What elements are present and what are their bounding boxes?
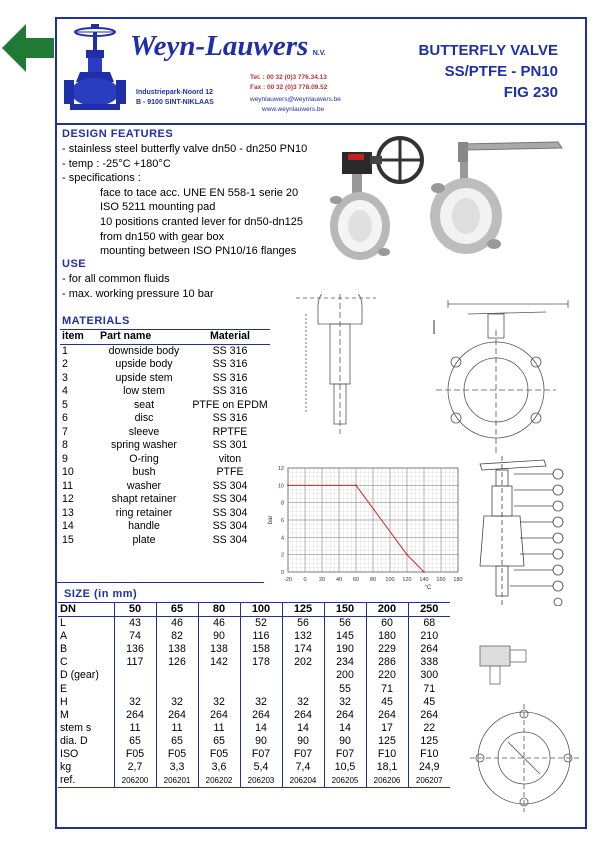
size-table bbox=[58, 602, 450, 788]
part-name: shapt retainer bbox=[111, 493, 177, 505]
size-cell: 71 bbox=[366, 683, 408, 696]
spec-line: ISO 5211 mounting pad bbox=[100, 201, 216, 214]
size-cell: 136 bbox=[114, 643, 156, 656]
size-cell: 178 bbox=[240, 656, 282, 669]
size-cell bbox=[240, 669, 282, 682]
size-cell: 56 bbox=[282, 617, 324, 631]
size-cell: 116 bbox=[240, 630, 282, 643]
part-name: upside stem bbox=[115, 371, 173, 384]
size-row bbox=[58, 748, 450, 761]
size-cell: 180 bbox=[366, 630, 408, 643]
size-cell: 22 bbox=[408, 722, 450, 735]
technical-drawing-side bbox=[296, 294, 376, 434]
spec-line: face to tace acc. UNE EN 558-1 serie 20 bbox=[100, 186, 299, 199]
materials-row bbox=[60, 344, 270, 358]
size-cell: 71 bbox=[408, 683, 450, 696]
part-name: disc bbox=[134, 412, 154, 424]
size-cell: 32 bbox=[282, 696, 324, 709]
size-row bbox=[58, 735, 450, 748]
x-tick-label: 120 bbox=[402, 577, 412, 583]
item-number: 3 bbox=[62, 371, 68, 384]
size-cell: 7,4 bbox=[282, 761, 324, 774]
item-number: 14 bbox=[62, 520, 74, 532]
size-cell: 264 bbox=[156, 709, 198, 722]
fax: Fax : 00 32 (0)3 778.09.52 bbox=[250, 84, 328, 91]
size-row bbox=[58, 669, 450, 682]
size-cell: 210 bbox=[408, 630, 450, 643]
materials-table bbox=[60, 330, 270, 547]
size-cell bbox=[282, 669, 324, 682]
size-cell: 60 bbox=[366, 617, 408, 631]
size-cell: F05 bbox=[114, 748, 156, 761]
x-tick-label: 40 bbox=[335, 577, 343, 583]
product-photo-gearbox bbox=[330, 130, 435, 270]
y-tick-label: 0 bbox=[280, 570, 284, 576]
size-cell: 45 bbox=[366, 696, 408, 709]
gate-valve-logo bbox=[64, 22, 126, 114]
curve-point bbox=[355, 484, 357, 486]
size-cell: 5,4 bbox=[240, 761, 282, 774]
x-tick-label: 140 bbox=[419, 577, 429, 583]
materials-row bbox=[60, 399, 270, 413]
materials-row bbox=[60, 412, 270, 426]
size-cell: F07 bbox=[240, 748, 282, 761]
size-row bbox=[58, 761, 450, 774]
y-axis-label: bar bbox=[268, 515, 274, 525]
size-row bbox=[58, 630, 450, 643]
spec-line: 10 positions cranted lever for dn50-dn125 bbox=[100, 215, 304, 228]
gear-detail-drawing bbox=[476, 640, 536, 690]
size-cell: 43 bbox=[114, 617, 156, 631]
size-header-dn: 65 bbox=[156, 603, 198, 617]
item-number: 4 bbox=[62, 385, 68, 397]
size-cell bbox=[240, 683, 282, 696]
design-heading: DESIGN FEATURES bbox=[62, 128, 174, 140]
back-arrow-button[interactable] bbox=[2, 22, 54, 74]
size-cell: 65 bbox=[156, 735, 198, 748]
size-cell: 11 bbox=[198, 722, 240, 735]
size-row-label: E bbox=[60, 682, 68, 695]
item-number: 1 bbox=[62, 344, 68, 357]
size-cell: 234 bbox=[324, 656, 366, 669]
materials-row bbox=[60, 480, 270, 494]
size-cell: 3,6 bbox=[198, 761, 240, 774]
size-cell: F07 bbox=[282, 748, 324, 761]
size-cell: 264 bbox=[198, 709, 240, 722]
size-cell: 46 bbox=[198, 617, 240, 631]
size-cell: 32 bbox=[198, 696, 240, 709]
pressure-temperature-chart bbox=[266, 462, 474, 592]
back-arrow-icon bbox=[2, 22, 54, 74]
x-axis-label: °C bbox=[424, 585, 432, 591]
technical-drawing-front bbox=[428, 290, 580, 460]
material: SS 316 bbox=[212, 344, 248, 357]
size-cell: 264 bbox=[408, 709, 450, 722]
use-line: - max. working pressure 10 bar bbox=[62, 287, 214, 300]
size-cell bbox=[114, 669, 156, 682]
header-divider bbox=[56, 123, 586, 125]
size-cell: 229 bbox=[366, 643, 408, 656]
size-cell: 56 bbox=[324, 617, 366, 631]
size-cell: 206200 bbox=[114, 774, 156, 788]
size-cell bbox=[156, 669, 198, 682]
size-row bbox=[58, 683, 450, 696]
material: SS 304 bbox=[212, 533, 248, 546]
y-tick-label: 2 bbox=[280, 552, 284, 559]
size-header-dn: 200 bbox=[366, 603, 408, 617]
size-cell: 190 bbox=[324, 643, 366, 656]
x-tick-label: 100 bbox=[385, 577, 395, 583]
exploded-view-drawing bbox=[474, 456, 584, 606]
size-row-label: stem s bbox=[60, 721, 92, 734]
size-cell: 206204 bbox=[282, 774, 324, 788]
size-row-label: M bbox=[60, 708, 69, 721]
size-header-dn: 50 bbox=[114, 603, 156, 617]
address-line-2: B - 9100 SINT-NIKLAAS bbox=[136, 99, 214, 106]
size-header-dn: 250 bbox=[408, 603, 450, 617]
size-row bbox=[58, 722, 450, 735]
materials-row bbox=[60, 534, 270, 548]
size-cell: 3,3 bbox=[156, 761, 198, 774]
material: PTFE on EPDM bbox=[192, 398, 268, 411]
size-cell: 220 bbox=[366, 669, 408, 682]
size-cell: 14 bbox=[282, 722, 324, 735]
size-header-dn: 150 bbox=[324, 603, 366, 617]
material: SS 301 bbox=[212, 439, 248, 451]
size-cell: 174 bbox=[282, 643, 324, 656]
size-row-label: ISO bbox=[60, 748, 79, 761]
item-number: 9 bbox=[62, 452, 68, 465]
materials-row bbox=[60, 493, 270, 507]
materials-row bbox=[60, 358, 270, 372]
material: SS 304 bbox=[212, 520, 248, 532]
item-number: 2 bbox=[62, 358, 68, 370]
size-cell: 17 bbox=[366, 722, 408, 735]
col-material: Material bbox=[190, 330, 270, 344]
title-line-3: FIG 230 bbox=[503, 84, 558, 101]
size-cell: 117 bbox=[114, 656, 156, 669]
size-heading: SIZE (in mm) bbox=[64, 588, 138, 600]
address-line-1: Industriepark-Noord 12 bbox=[136, 89, 214, 96]
design-features bbox=[62, 142, 307, 259]
size-cell: 18,1 bbox=[366, 761, 408, 774]
item-number: 5 bbox=[62, 398, 68, 411]
part-name: sleeve bbox=[128, 425, 160, 438]
size-row-label: ref. bbox=[58, 774, 114, 788]
company-name: Weyn-Lauwers bbox=[130, 30, 309, 62]
feature-line: - stainless steel butterfly valve dn50 - dn250 PN10 bbox=[62, 143, 308, 155]
curve-point bbox=[287, 484, 289, 486]
size-cell: 45 bbox=[408, 696, 450, 709]
curve-point bbox=[423, 571, 425, 573]
y-tick-label: 12 bbox=[277, 466, 284, 472]
size-cell: 11 bbox=[156, 722, 198, 735]
size-row-label: H bbox=[60, 695, 68, 708]
spec-line: from dn150 with gear box bbox=[100, 230, 225, 243]
company-suffix: N.V. bbox=[312, 50, 326, 57]
size-cell: 300 bbox=[408, 669, 450, 682]
size-cell: 74 bbox=[114, 630, 156, 643]
size-cell: 286 bbox=[366, 656, 408, 669]
materials-header-row bbox=[60, 330, 270, 344]
size-cell: 32 bbox=[324, 696, 366, 709]
item-number: 6 bbox=[62, 412, 68, 424]
size-row-label: L bbox=[60, 617, 66, 630]
size-cell: 14 bbox=[240, 722, 282, 735]
size-cell: 11 bbox=[114, 722, 156, 735]
materials-row bbox=[60, 426, 270, 440]
material: SS 316 bbox=[212, 371, 248, 384]
item-number: 10 bbox=[62, 466, 74, 478]
size-cell: 138 bbox=[156, 643, 198, 656]
size-row-label: D (gear) bbox=[60, 669, 99, 682]
title-block bbox=[419, 40, 558, 103]
size-cell: 142 bbox=[198, 656, 240, 669]
size-header-dn: 125 bbox=[282, 603, 324, 617]
part-name: downside body bbox=[108, 344, 180, 357]
material: SS 304 bbox=[212, 479, 248, 492]
title-line-2: SS/PTFE - PN10 bbox=[444, 63, 558, 80]
size-row-label: dia. D bbox=[60, 734, 88, 747]
material: SS 316 bbox=[212, 385, 248, 397]
material: SS 316 bbox=[212, 412, 248, 424]
item-number: 8 bbox=[62, 439, 68, 451]
part-name: low stem bbox=[123, 385, 165, 397]
size-cell: 90 bbox=[324, 735, 366, 748]
size-cell: 65 bbox=[198, 735, 240, 748]
part-name: upside body bbox=[115, 358, 173, 370]
materials-row bbox=[60, 385, 270, 399]
size-cell: F05 bbox=[198, 748, 240, 761]
x-tick-label: 180 bbox=[453, 577, 463, 583]
material: PTFE bbox=[216, 466, 244, 478]
size-row bbox=[58, 656, 450, 669]
flange-detail-drawing bbox=[468, 700, 584, 818]
size-cell: 82 bbox=[156, 630, 198, 643]
material: viton bbox=[218, 452, 242, 465]
materials-row bbox=[60, 466, 270, 480]
spec-line: mounting between ISO PN10/16 flanges bbox=[100, 245, 297, 258]
part-name: spring washer bbox=[111, 439, 177, 451]
material: SS 316 bbox=[212, 358, 248, 370]
col-part-name: Part name bbox=[98, 330, 190, 344]
size-cell: F10 bbox=[366, 748, 408, 761]
material: SS 304 bbox=[212, 493, 248, 505]
size-row bbox=[58, 774, 450, 788]
size-row bbox=[58, 696, 450, 709]
size-cell: 264 bbox=[408, 643, 450, 656]
y-tick-label: 10 bbox=[277, 483, 284, 490]
website-link[interactable]: www.weynlauwers.be bbox=[262, 106, 325, 113]
size-cell: 264 bbox=[366, 709, 408, 722]
x-tick-label: 0 bbox=[303, 577, 307, 583]
size-cell: 32 bbox=[240, 696, 282, 709]
size-cell: 158 bbox=[240, 643, 282, 656]
item-number: 12 bbox=[62, 493, 74, 505]
size-row bbox=[58, 709, 450, 722]
materials-row bbox=[60, 507, 270, 521]
y-tick-label: 6 bbox=[280, 518, 284, 524]
size-cell: 138 bbox=[198, 643, 240, 656]
y-tick-label: 4 bbox=[280, 535, 284, 542]
size-cell: 206207 bbox=[408, 774, 450, 788]
size-row-label: B bbox=[60, 643, 68, 656]
size-cell: F05 bbox=[156, 748, 198, 761]
materials-row bbox=[60, 439, 270, 453]
size-cell bbox=[198, 669, 240, 682]
size-cell: 206203 bbox=[240, 774, 282, 788]
item-number: 13 bbox=[62, 506, 74, 519]
size-cell: 2,7 bbox=[114, 761, 156, 774]
size-row-label: A bbox=[60, 630, 68, 643]
size-table-wrapper bbox=[58, 602, 450, 788]
size-header-label: DN bbox=[58, 603, 114, 617]
use-heading: USE bbox=[62, 258, 87, 270]
size-cell: 14 bbox=[324, 722, 366, 735]
part-name: handle bbox=[128, 520, 160, 532]
materials-row bbox=[60, 520, 270, 534]
size-cell bbox=[198, 683, 240, 696]
part-name: O-ring bbox=[129, 452, 159, 465]
size-row bbox=[58, 617, 450, 631]
size-cell: 200 bbox=[324, 669, 366, 682]
phone: Tel. : 00 32 (0)3 776.34.13 bbox=[250, 74, 327, 81]
size-cell: 90 bbox=[282, 735, 324, 748]
col-item: item bbox=[60, 330, 98, 344]
materials-row bbox=[60, 453, 270, 467]
curve-point bbox=[406, 554, 408, 556]
size-cell: 68 bbox=[408, 617, 450, 631]
size-cell: 10,5 bbox=[324, 761, 366, 774]
materials-row bbox=[60, 372, 270, 386]
size-cell: 206202 bbox=[198, 774, 240, 788]
item-number: 11 bbox=[62, 479, 73, 492]
size-cell: 264 bbox=[282, 709, 324, 722]
size-cell: 32 bbox=[114, 696, 156, 709]
size-cell: 90 bbox=[198, 630, 240, 643]
size-cell: 132 bbox=[282, 630, 324, 643]
size-cell: 264 bbox=[114, 709, 156, 722]
size-cell: 338 bbox=[408, 656, 450, 669]
size-cell: 90 bbox=[240, 735, 282, 748]
use-list bbox=[62, 272, 214, 301]
email-link[interactable]: weynlauwers@weynlauwers.be bbox=[250, 96, 341, 103]
size-row-label: C bbox=[60, 656, 68, 669]
part-name: seat bbox=[133, 398, 155, 411]
x-tick-label: -20 bbox=[284, 577, 292, 583]
size-cell: 24,9 bbox=[408, 761, 450, 774]
size-cell bbox=[114, 683, 156, 696]
size-cell bbox=[156, 683, 198, 696]
size-cell: 65 bbox=[114, 735, 156, 748]
size-header-dn: 80 bbox=[198, 603, 240, 617]
use-line: - for all common fluids bbox=[62, 273, 170, 285]
material: RPTFE bbox=[212, 425, 248, 438]
size-row bbox=[58, 643, 450, 656]
size-cell: 206201 bbox=[156, 774, 198, 788]
feature-line: - specifications : bbox=[62, 172, 141, 185]
size-cell: 126 bbox=[156, 656, 198, 669]
part-name: bush bbox=[132, 466, 156, 478]
product-photo-lever bbox=[430, 132, 575, 262]
x-tick-label: 60 bbox=[352, 577, 360, 583]
y-tick-label: 8 bbox=[280, 500, 284, 507]
size-cell: 125 bbox=[366, 735, 408, 748]
feature-line: - temp : -25°C +180°C bbox=[62, 157, 171, 170]
x-tick-label: 80 bbox=[369, 577, 377, 583]
x-tick-label: 20 bbox=[318, 577, 326, 583]
size-cell: 206206 bbox=[366, 774, 408, 788]
part-name: ring retainer bbox=[115, 506, 173, 519]
material: SS 304 bbox=[212, 506, 248, 519]
size-header-row bbox=[58, 603, 450, 617]
size-cell: 32 bbox=[156, 696, 198, 709]
size-cell: 264 bbox=[324, 709, 366, 722]
item-number: 7 bbox=[62, 425, 68, 438]
size-cell: 264 bbox=[240, 709, 282, 722]
size-row-label: kg bbox=[60, 761, 72, 774]
size-cell: 206205 bbox=[324, 774, 366, 788]
materials-heading: MATERIALS bbox=[62, 315, 130, 327]
part-name: washer bbox=[126, 479, 162, 492]
size-cell: 202 bbox=[282, 656, 324, 669]
size-cell: 55 bbox=[324, 683, 366, 696]
title-line-1: BUTTERFLY VALVE bbox=[418, 42, 558, 59]
size-cell: 52 bbox=[240, 617, 282, 631]
item-number: 15 bbox=[62, 533, 74, 546]
size-cell: 125 bbox=[408, 735, 450, 748]
size-header-dn: 100 bbox=[240, 603, 282, 617]
size-divider bbox=[56, 582, 264, 583]
x-tick-label: 160 bbox=[436, 577, 446, 583]
part-name: plate bbox=[132, 533, 156, 546]
company-logo bbox=[64, 22, 126, 114]
materials-table-wrapper bbox=[60, 329, 270, 547]
size-cell: 145 bbox=[324, 630, 366, 643]
size-cell: 46 bbox=[156, 617, 198, 631]
size-cell: F10 bbox=[408, 748, 450, 761]
size-cell: F07 bbox=[324, 748, 366, 761]
size-cell bbox=[282, 683, 324, 696]
